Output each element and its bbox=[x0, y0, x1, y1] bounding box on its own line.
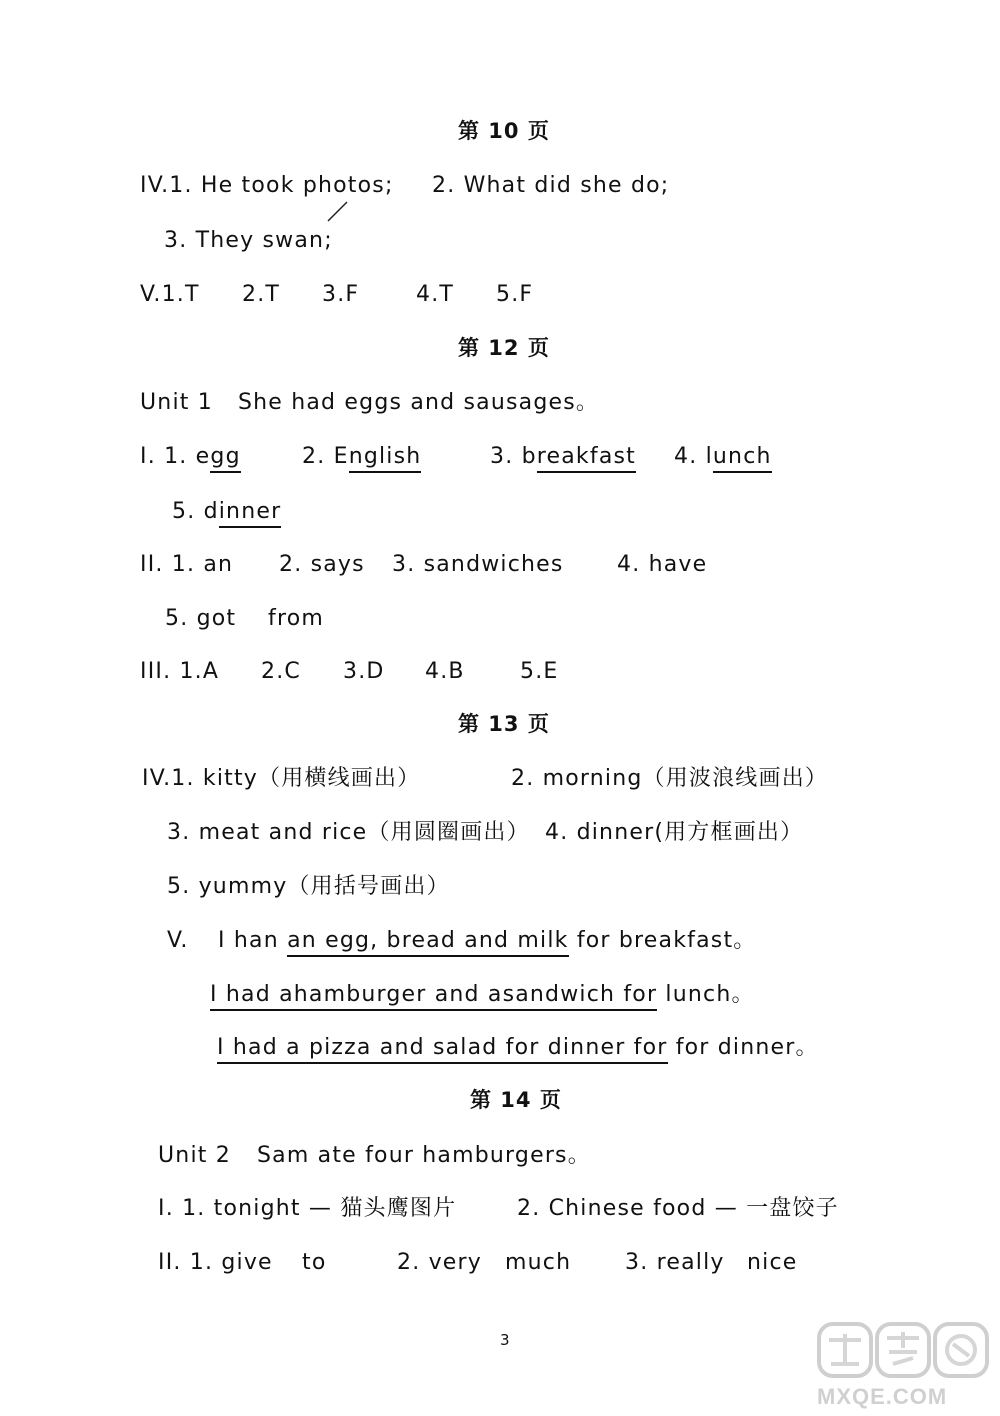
p12-ii-5: 5. got bbox=[165, 606, 237, 631]
p10-iv-3: 3. They swan; bbox=[164, 228, 333, 253]
underlined-answer: unch bbox=[713, 444, 772, 473]
watermark-site: MXQE.COM bbox=[817, 1384, 948, 1409]
p10-v-4: 4.T bbox=[416, 282, 455, 307]
p13-v-3: I had a pizza and salad for dinner for for dinner。 bbox=[217, 1037, 819, 1059]
p13-iv-1: IV.1. kitty（用横线画出） bbox=[142, 766, 421, 791]
p12-i-4: 4. lunch bbox=[674, 446, 772, 468]
heading-page-14: 第 14 页 bbox=[470, 1088, 562, 1112]
p14-i-2: 2. Chinese food — 一盘饺子 bbox=[517, 1196, 839, 1221]
p12-iii-3: 3.D bbox=[343, 659, 385, 684]
underlined-answer: inner bbox=[219, 499, 282, 528]
p12-ii-1: II. 1. an bbox=[140, 552, 234, 577]
page-number: 3 bbox=[500, 1331, 510, 1349]
p13-iv-3: 3. meat and rice（用圆圈画出） bbox=[167, 820, 530, 845]
p12-ii-4: 4. have bbox=[617, 552, 708, 577]
underlined-answer: gg bbox=[210, 444, 240, 473]
underlined-answer: I had ahamburger and asandwich for bbox=[210, 982, 657, 1011]
underlined-answer: I had a pizza and salad for dinner for bbox=[217, 1035, 668, 1064]
underlined-answer: nglish bbox=[349, 444, 422, 473]
p12-ii-2: 2. says bbox=[279, 552, 365, 577]
p12-iii-2: 2.C bbox=[261, 659, 301, 684]
unit-1-label: Unit 1 bbox=[140, 390, 213, 415]
heading-page-10: 第 10 页 bbox=[458, 119, 550, 143]
unit-2-label: Unit 2 bbox=[158, 1143, 231, 1168]
underlined-answer: an egg, bread and milk bbox=[287, 928, 569, 957]
p10-v-3: 3.F bbox=[322, 282, 360, 307]
p13-iv-4: 4. dinner(用方框画出） bbox=[545, 820, 804, 845]
p10-iv-2: 2. What did she do; bbox=[432, 173, 670, 198]
p10-v-1: V.1.T bbox=[140, 282, 200, 307]
p12-i-1: I. 1. egg bbox=[140, 446, 241, 468]
p13-v-1: I han an egg, bread and milk for breakfast。 bbox=[218, 930, 756, 952]
p14-ii-3-nice: nice bbox=[747, 1250, 798, 1275]
heading-page-13: 第 13 页 bbox=[458, 712, 550, 736]
p13-v-label: V. bbox=[167, 928, 189, 953]
p12-iii-4: 4.B bbox=[425, 659, 465, 684]
p12-ii-5-from: from bbox=[268, 606, 324, 631]
p13-iv-2: 2. morning（用波浪线画出） bbox=[511, 766, 829, 791]
p14-ii-2: 2. very bbox=[397, 1250, 483, 1275]
p14-ii-3: 3. really bbox=[625, 1250, 725, 1275]
p12-ii-3: 3. sandwiches bbox=[392, 552, 564, 577]
p14-i-1: I. 1. tonight — 猫头鹰图片 bbox=[158, 1196, 457, 1221]
p10-v-5: 5.F bbox=[496, 282, 534, 307]
unit-1-title: She had eggs and sausages。 bbox=[238, 390, 600, 415]
heading-page-12: 第 12 页 bbox=[458, 336, 550, 360]
p10-v-2: 2.T bbox=[242, 282, 281, 307]
unit-2-title: Sam ate four hamburgers。 bbox=[257, 1143, 591, 1168]
p12-iii-5: 5.E bbox=[520, 659, 559, 684]
p12-i-5: 5. dinner bbox=[172, 501, 281, 523]
p12-i-3: 3. breakfast bbox=[490, 446, 636, 468]
p14-ii-2-much: much bbox=[505, 1250, 572, 1275]
p13-v-2: I had ahamburger and asandwich for lunch。 bbox=[210, 984, 755, 1006]
p13-iv-5: 5. yummy（用括号画出） bbox=[167, 874, 450, 899]
p12-iii-1: III. 1.A bbox=[140, 659, 220, 684]
p10-iv-1: IV.1. He took photos; bbox=[140, 173, 394, 198]
p14-ii-1-to: to bbox=[302, 1250, 327, 1275]
p14-ii-1: II. 1. give bbox=[158, 1250, 273, 1275]
pen-stroke-mark bbox=[326, 200, 350, 224]
p12-i-2: 2. English bbox=[302, 446, 421, 468]
underlined-answer: reakfast bbox=[537, 444, 636, 473]
watermark-logo bbox=[815, 1320, 995, 1412]
